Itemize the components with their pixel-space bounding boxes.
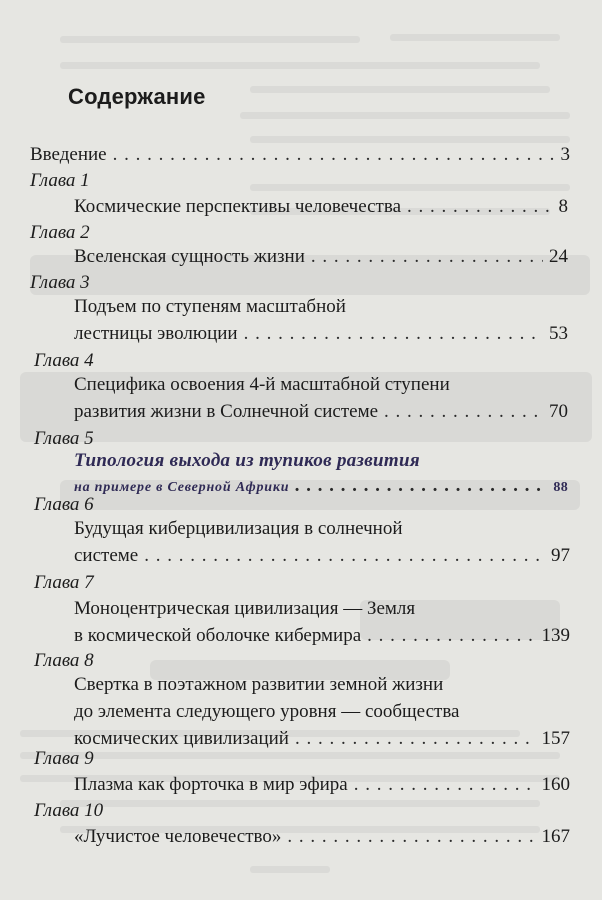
toc-entry-chapter-2[interactable] (74, 244, 568, 269)
dot-leader (354, 772, 536, 797)
entry-title: в космической оболочке кибермира (74, 625, 362, 646)
chapter-label: Глава 2 (30, 222, 90, 243)
page-number: 8 (558, 196, 568, 217)
toc-entry-chapter-5[interactable] (74, 448, 568, 500)
entry-title-line: Будущая киберцивилизация в солнечной (74, 518, 403, 539)
toc-entry-chapter-9[interactable] (74, 772, 570, 797)
entry-title: Плазма как форточка в мир эфира (74, 774, 348, 795)
chapter-label: Глава 4 (34, 350, 94, 371)
dot-leader (244, 321, 543, 346)
chapter-label: Глава 9 (34, 748, 94, 769)
dot-leader (367, 623, 535, 648)
entry-title-line: Моноцентрическая цивилизация — Земля (74, 598, 416, 619)
entry-title: Введение (30, 144, 107, 165)
chapter-label: Глава 3 (30, 272, 90, 293)
page-number: 157 (541, 728, 570, 749)
entry-title-line: Специфика освоения 4-й масштабной ступени (74, 374, 450, 395)
dot-leader (287, 824, 535, 849)
entry-title: системе (74, 545, 139, 566)
toc-entry-chapter-7[interactable] (74, 596, 570, 648)
page-number: 167 (541, 826, 570, 847)
page-number: 160 (541, 774, 570, 795)
entry-title: развития жизни в Солнечной системе (74, 401, 379, 422)
chapter-label: Глава 7 (34, 572, 94, 593)
page-number: 3 (560, 144, 570, 165)
entry-title: на примере в Северной Африки (74, 480, 290, 495)
entry-title: лестницы эволюции (74, 323, 238, 344)
chapter-label: Глава 1 (30, 170, 90, 191)
dot-leader (311, 244, 543, 269)
toc-entry-intro[interactable] (30, 142, 570, 167)
dot-leader (384, 399, 543, 424)
page-number: 88 (553, 480, 568, 495)
chapter-label: Глава 10 (34, 800, 104, 821)
entry-title-line: Подъем по ступеням масштабной (74, 296, 346, 317)
chapter-label: Глава 5 (34, 428, 94, 449)
dot-leader (295, 726, 536, 751)
dot-leader (407, 194, 552, 219)
entry-title: Космические перспективы человечества (74, 196, 402, 217)
dot-leader (144, 543, 545, 568)
dot-leader (113, 142, 555, 167)
page-number: 97 (551, 545, 570, 566)
toc-heading: Содержание (68, 84, 206, 109)
dot-leader (295, 473, 547, 498)
chapter-label: Глава 6 (34, 494, 94, 515)
page-number: 139 (541, 625, 570, 646)
page-number: 70 (549, 401, 568, 422)
toc-entry-chapter-1[interactable] (74, 194, 568, 219)
page-number: 24 (549, 246, 568, 267)
entry-title-line: до элемента следующего уровня — сообщества (74, 701, 460, 722)
page-number: 53 (549, 323, 568, 344)
chapter-label: Глава 8 (34, 650, 94, 671)
entry-title: Вселенская сущность жизни (74, 246, 305, 267)
entry-title: «Лучистое человечество» (74, 826, 282, 847)
entry-title: космических цивилизаций (74, 728, 289, 749)
entry-title-line: Свертка в поэтажном развитии земной жизни (74, 674, 444, 695)
toc-entry-chapter-4[interactable] (74, 372, 568, 424)
toc-entry-chapter-10[interactable] (74, 824, 570, 849)
toc-entry-chapter-3[interactable] (74, 294, 568, 346)
entry-title-line: Типология выхода из тупиков развития (74, 450, 420, 471)
toc-entry-chapter-6[interactable] (74, 516, 570, 568)
toc-entry-chapter-8[interactable] (74, 672, 570, 751)
